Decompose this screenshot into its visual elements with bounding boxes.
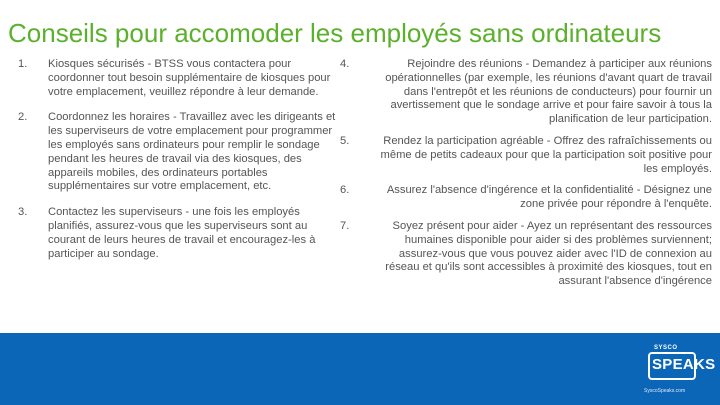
tip-item [340, 184, 712, 212]
tip-number: 5. [340, 134, 350, 147]
logo-brand-text: SYSCO [654, 345, 678, 351]
tips-column-left [18, 58, 340, 261]
tip-number: 4. [340, 58, 350, 70]
tip-number: 3. [18, 206, 28, 219]
tip-text: Soyez présent pour aider - Ayez un représentant des ressources humaines disponible pour aider si des problèmes surviennent; assurez-vous que vous pouvez aider avec l'ID de connexion au réseau et qu'ils sont accessibles à proximité des kiosques, tout en assurant l'absence d'ingérence [385, 219, 712, 288]
tip-item [340, 220, 712, 289]
slide-title: Conseils pour accomoder les employés sans ordinateurs [8, 18, 662, 48]
sysco-speaks-logo [638, 340, 716, 400]
tip-number: 2. [18, 111, 28, 124]
tip-item [18, 206, 340, 261]
tip-item [340, 135, 712, 176]
logo-main-text: SPEAKS [652, 356, 716, 373]
tip-item [340, 58, 712, 127]
tips-column-right [340, 58, 712, 289]
tip-text: Rendez la participation agréable - Offrez des rafraîchissements ou même de petits cadeaux pour que la participation soit positive pour les employés. [380, 134, 712, 175]
tip-number: 7. [340, 219, 350, 232]
tip-number: 6. [340, 184, 350, 197]
tip-text: Contactez les superviseurs - une fois les employés planifiés, assurez-vous que les superviseurs sont au courant de leurs heures de travail et encouragez-les à participer au sondage. [48, 206, 316, 260]
tip-number: 1. [18, 58, 28, 70]
tip-text: Kiosques sécurisés - BTSS vous contactera pour coordonner tout besoin supplémentaire de kiosques pour votre emplacement, veuillez répondre à leur demande. [48, 58, 331, 98]
tip-text: Rejoindre des réunions - Demandez à participer aux réunions opérationnelles (par exemple, les réunions d'avant quart de travail dans l'entrepôt et les réunions de conducteurs) pour fournir un avertissement que le sondage arrive et pour faire savoir à tous la planification de leur participation. [385, 58, 712, 126]
tip-item [18, 111, 340, 194]
tip-text: Assurez l'absence d'ingérence et la confidentialité - Désignez une zone privée pour répondre à l'enquête. [386, 184, 712, 211]
tip-text: Coordonnez les horaires - Travaillez avec les dirigeants et les superviseurs de votre emplacement pour programmer les employés sans ordinateurs pour remplir le sondage pendant les heures de travail via des kiosques, des appareils mobiles, des ordinateurs portables supplémentaires sur votre emplacement, etc. [48, 111, 336, 193]
tip-item [18, 58, 340, 99]
logo-url-text: SyscoSpeaks.com [644, 388, 686, 394]
footer-bar [0, 333, 720, 405]
